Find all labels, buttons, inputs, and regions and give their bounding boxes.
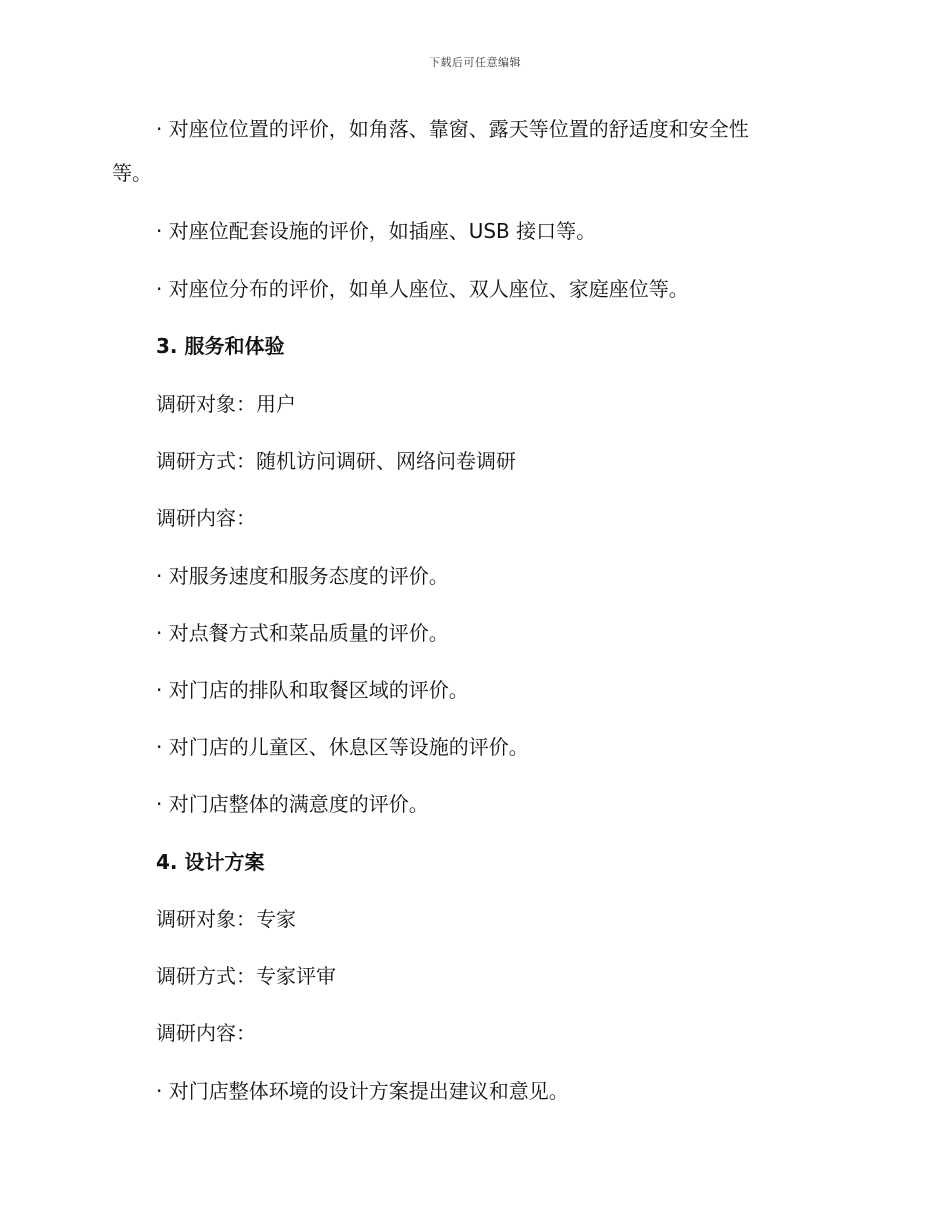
section-3-item: · 对点餐方式和菜品质量的评价。 xyxy=(156,621,449,645)
section-3-target: 调研对象：用户 xyxy=(156,392,296,416)
section-3-heading: 3. 服务和体验 xyxy=(156,334,285,358)
section-3-content-label: 调研内容： xyxy=(156,506,256,530)
section-4-heading: 4. 设计方案 xyxy=(156,850,265,874)
bullet-seat-facilities: · 对座位配套设施的评价，如插座、USB 接口等。 xyxy=(156,219,597,243)
section-3-item: · 对门店的排队和取餐区域的评价。 xyxy=(156,678,469,702)
bullet-seat-position: · 对座位位置的评价，如角落、靠窗、露天等位置的舒适度和安全性 xyxy=(156,117,749,141)
section-4-method: 调研方式：专家评审 xyxy=(156,964,336,988)
page-header: 下载后可任意编辑 xyxy=(429,56,521,69)
bullet-seat-position-continued: 等。 xyxy=(112,161,152,185)
section-3-item: · 对门店的儿童区、休息区等设施的评价。 xyxy=(156,735,529,759)
section-3-item: · 对服务速度和服务态度的评价。 xyxy=(156,564,449,588)
section-4-content-label: 调研内容： xyxy=(156,1021,256,1045)
section-3-item: · 对门店整体的满意度的评价。 xyxy=(156,792,429,816)
section-4-target: 调研对象：专家 xyxy=(156,907,296,931)
section-3-method: 调研方式：随机访问调研、网络问卷调研 xyxy=(156,449,516,473)
bullet-seat-distribution: · 对座位分布的评价，如单人座位、双人座位、家庭座位等。 xyxy=(156,277,689,301)
section-4-item: · 对门店整体环境的设计方案提出建议和意见。 xyxy=(156,1079,569,1103)
